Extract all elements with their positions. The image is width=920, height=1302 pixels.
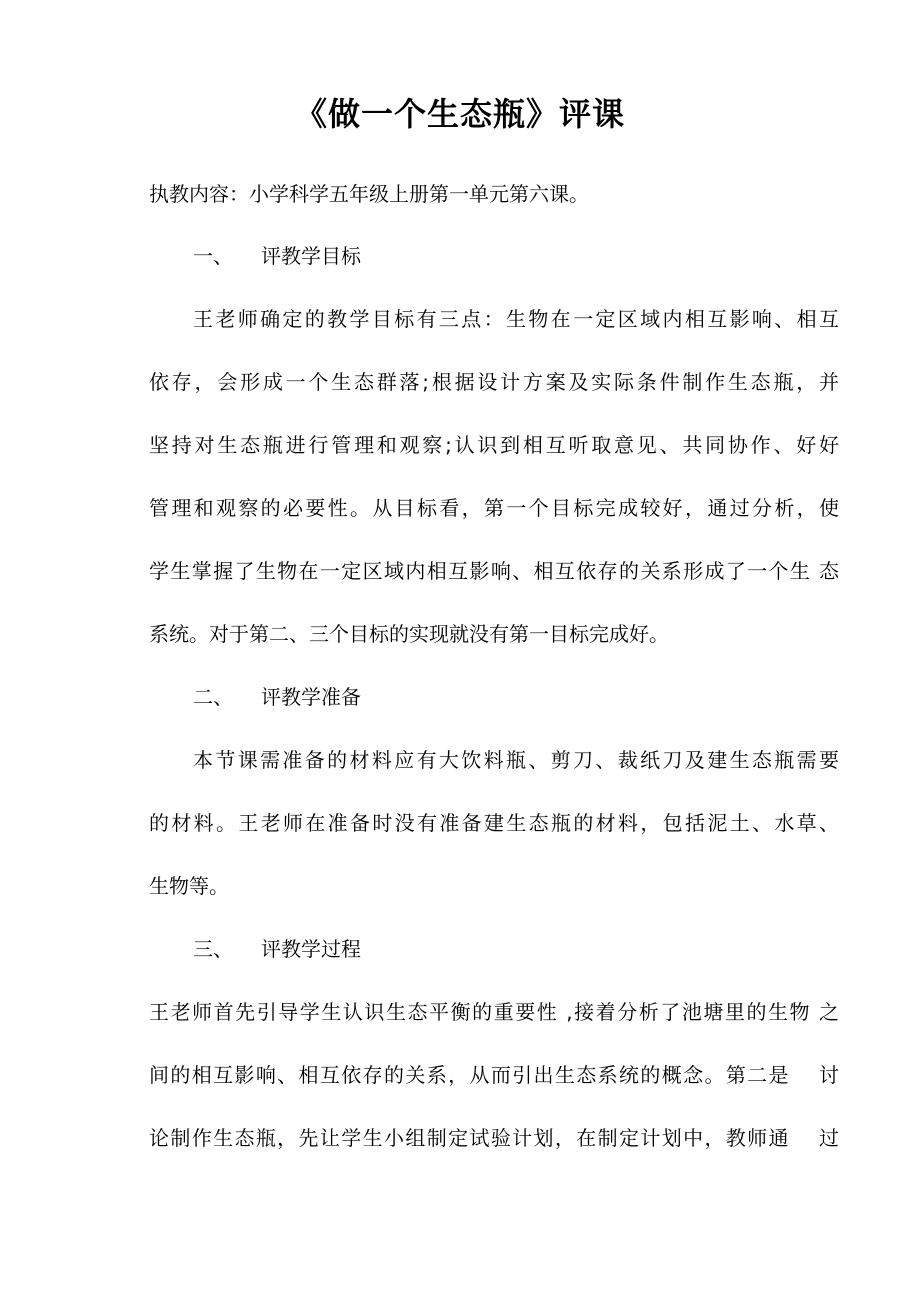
paragraph-line: 系统。对于第二、三个目标的实现就没有第一目标完成好。: [149, 622, 669, 646]
section-2-heading: [193, 682, 361, 712]
paragraph-line: 管理和观察的必要性。从目标看，第一个目标完成较好，通过分析，使: [149, 496, 839, 520]
paragraph-line: 间的相互影响、相互依存的关系，从而引出生态系统的概念。第二是 讨: [149, 1063, 839, 1087]
section-1-title: 评教学目标: [261, 244, 361, 268]
paragraph-line: 的材料。王老师在准备时没有准备建生态瓶的材料，包括泥土、水草、: [149, 811, 839, 835]
paragraph-line: 学生掌握了生物在一定区域内相互影响、相互依存的关系形成了一个生 态: [149, 559, 839, 583]
section-3-number: 三、: [193, 937, 233, 961]
intro-line: 执教内容：小学科学五年级上册第一单元第六课。: [149, 182, 589, 206]
section-1-number: 一、: [193, 244, 233, 268]
paragraph-line: 本节课需准备的材料应有大饮料瓶、剪刀、裁纸刀及建生态瓶需要: [193, 748, 839, 772]
paragraph-line: 王老师确定的教学目标有三点：生物在一定区域内相互影响、相互: [193, 307, 839, 331]
paragraph-line: 论制作生态瓶，先让学生小组制定试验计划，在制定计划中，教师通 过: [149, 1126, 839, 1150]
section-2-title: 评教学准备: [261, 685, 361, 709]
paragraph-line: 依存，会形成一个生态群落;根据设计方案及实际条件制作生态瓶，并: [149, 370, 839, 394]
section-2-number: 二、: [193, 685, 233, 709]
paragraph-line: 坚持对生态瓶进行管理和观察;认识到相互听取意见、共同协作、好好: [149, 433, 839, 457]
section-1-heading: [193, 241, 361, 271]
document-title: 《做一个生态瓶》评课: [294, 95, 625, 133]
section-3-heading: [193, 934, 361, 964]
paragraph-line: 生物等。: [149, 874, 229, 898]
section-3-title: 评教学过程: [261, 937, 361, 961]
paragraph-line: 王老师首先引导学生认识生态平衡的重要性 ,接着分析了池塘里的生物 之: [149, 1000, 839, 1024]
